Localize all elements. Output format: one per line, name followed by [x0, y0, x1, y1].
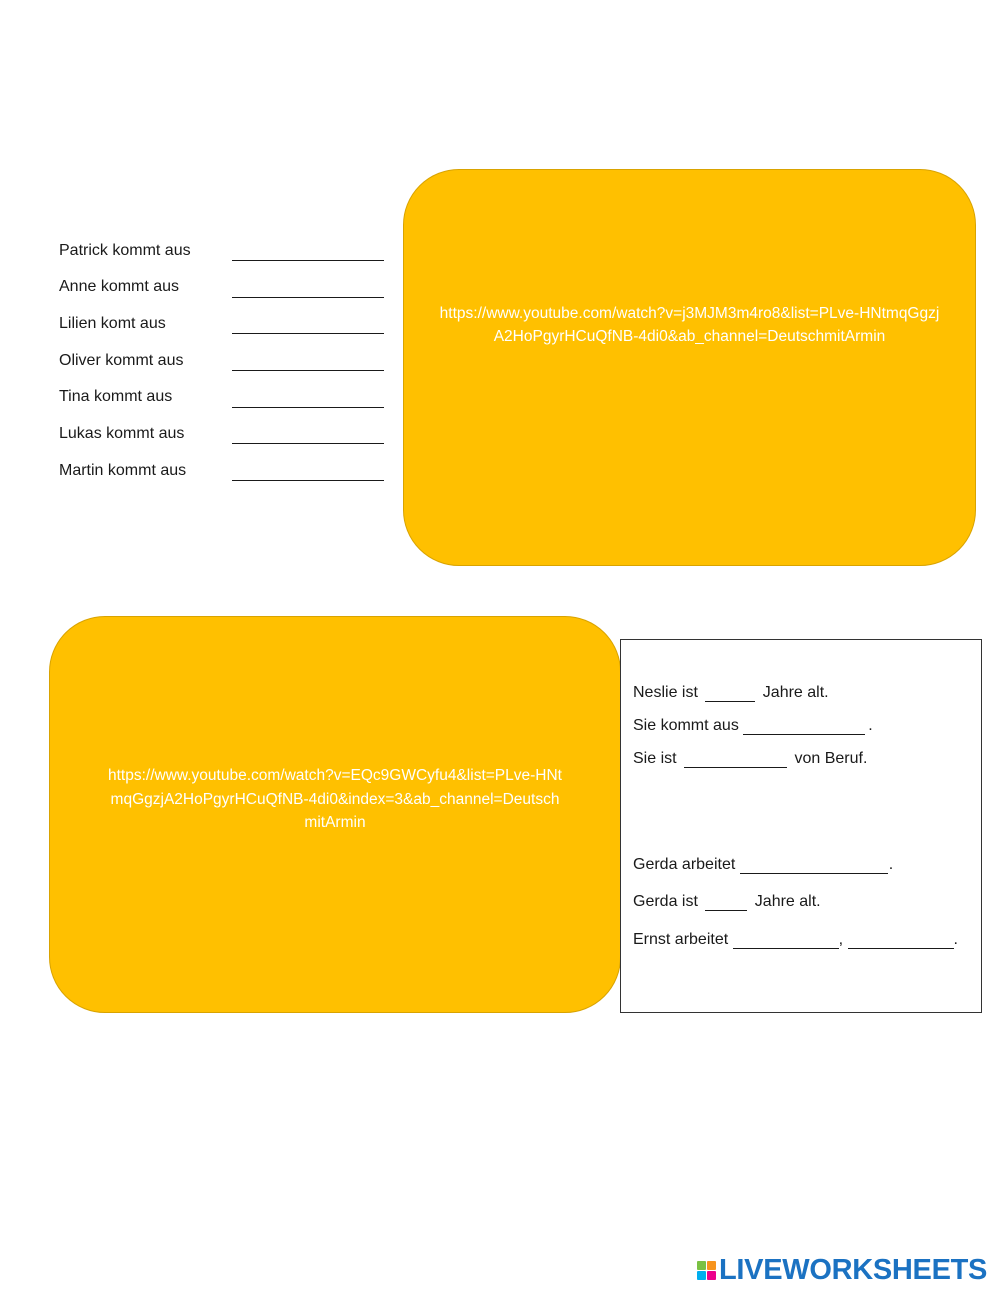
answer-field[interactable]: [740, 855, 888, 874]
video-link[interactable]: https://www.youtube.com/watch?v=j3MJM3m4ro8&list=PLve-HNtmqGgzjA2HoPgyrHCuQfNB-4di0&ab_channel=DeutschmitArmin: [439, 304, 940, 345]
list-item: [59, 240, 389, 277]
answer-field[interactable]: [232, 423, 384, 444]
answer-field[interactable]: [232, 313, 384, 334]
question-line: [633, 716, 873, 735]
question-text: .: [868, 716, 873, 734]
country-list: [59, 240, 389, 497]
answer-field[interactable]: [232, 387, 384, 408]
question-line: [633, 749, 867, 768]
list-item-label: Oliver kommt aus: [59, 351, 184, 369]
question-text: Jahre alt.: [758, 683, 829, 701]
liveworksheets-logo: [697, 1255, 987, 1285]
logo-mark-square: [707, 1271, 716, 1280]
question-text: Jahre alt.: [750, 892, 821, 910]
video-link[interactable]: https://www.youtube.com/watch?v=EQc9GWCyfu4&list=PLve-HNtmqGgzjA2HoPgyrHCuQfNB-4di0&index=3&ab_channel=DeutschmitArmin: [108, 767, 562, 832]
list-item: [59, 313, 389, 350]
logo-text: LIVEWORKSHEETS: [719, 1254, 988, 1286]
list-item: [59, 460, 389, 497]
answer-field[interactable]: [232, 350, 384, 371]
question-line: [633, 683, 829, 702]
question-text: .: [953, 930, 958, 948]
question-text: ,: [838, 930, 848, 948]
answer-field[interactable]: [232, 240, 384, 261]
list-item-label: Patrick kommt aus: [59, 241, 191, 259]
logo-mark-square: [697, 1271, 706, 1280]
logo-mark-square: [697, 1261, 706, 1270]
list-item-label: Lilien komt aus: [59, 314, 166, 332]
list-item-label: Anne kommt aus: [59, 278, 180, 296]
answer-field[interactable]: [232, 460, 384, 481]
logo-mark-icon: [697, 1261, 716, 1280]
list-item: [59, 277, 389, 314]
list-item: [59, 350, 389, 387]
video-card-2: [49, 616, 621, 1013]
answer-field[interactable]: [705, 683, 755, 702]
list-item-label: Martin kommt aus: [59, 461, 187, 479]
question-text: Ernst arbeitet: [633, 930, 733, 948]
answer-field[interactable]: [705, 892, 747, 911]
question-line: [633, 930, 958, 949]
question-text: von Beruf.: [790, 749, 868, 767]
answer-field[interactable]: [733, 930, 839, 949]
question-text: .: [888, 855, 894, 873]
question-text: Neslie ist: [633, 683, 703, 701]
list-item-label: Lukas kommt aus: [59, 424, 185, 442]
question-text: Gerda ist: [633, 892, 703, 910]
answer-field[interactable]: [848, 930, 954, 949]
question-text: Sie ist: [633, 749, 682, 767]
video-card-1: [403, 169, 976, 566]
answer-field[interactable]: [232, 277, 384, 298]
question-text: Gerda arbeitet: [633, 855, 740, 873]
questions-box: [620, 639, 982, 1013]
list-item: [59, 387, 389, 424]
question-line: [633, 855, 893, 874]
question-text: Sie kommt aus: [633, 716, 744, 734]
list-item-label: Tina kommt aus: [59, 388, 173, 406]
answer-field[interactable]: [743, 716, 865, 735]
logo-mark-square: [707, 1261, 716, 1270]
question-line: [633, 892, 821, 911]
list-item: [59, 423, 389, 460]
answer-field[interactable]: [684, 749, 787, 768]
